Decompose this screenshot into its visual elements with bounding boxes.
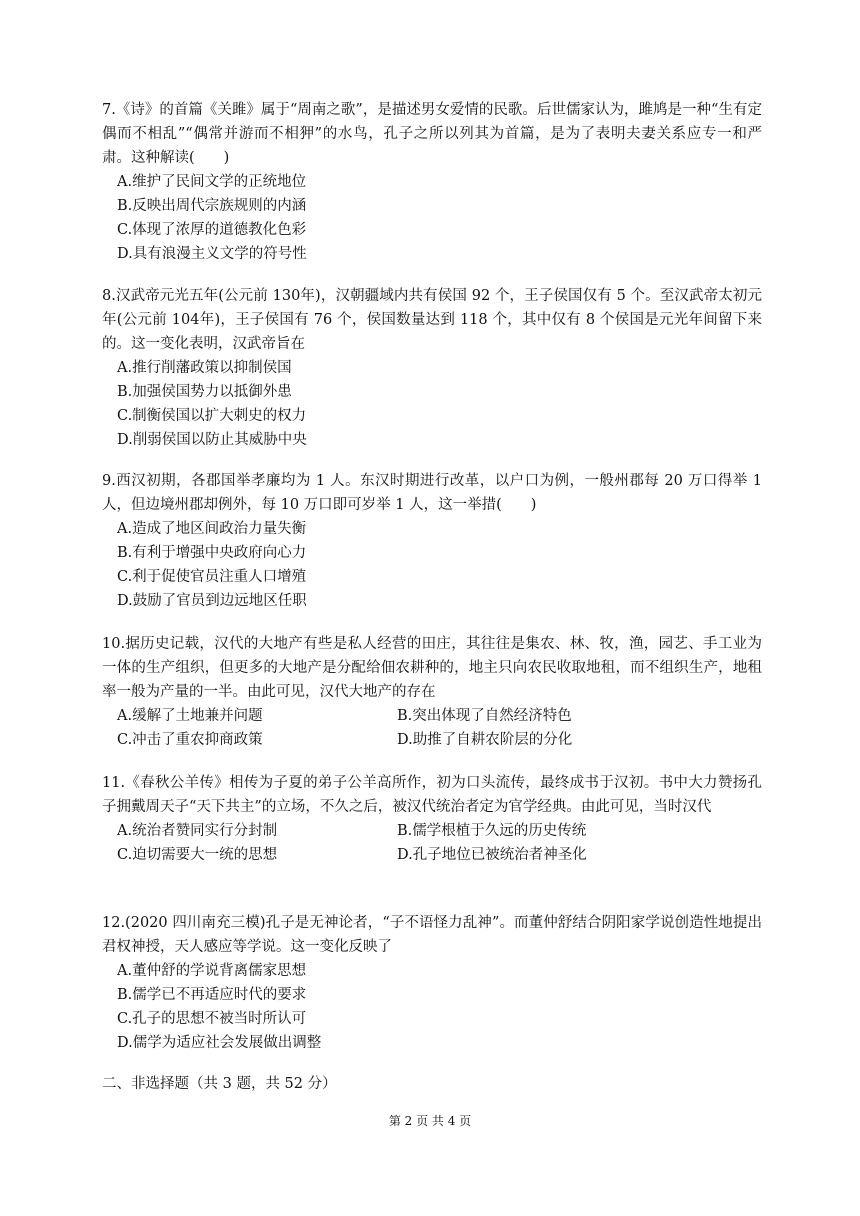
question-stem: 12.(2020 四川南充三模)孔子是无神论者，“子不语怪力乱神”。而董仲舒结合阴阳家学说创造性地提出君权神授，天人感应等学说。这一变化反映了 <box>102 915 762 955</box>
question-stem: 9.西汉初期，各郡国举孝廉均为 1 人。东汉时期进行改革，以户口为例，一般州郡每 20 万口得举 1 人，但边境州郡却例外，每 10 万口即可岁举 1 人，这一举措( ) <box>102 473 762 513</box>
option-a: A.推行削藩政策以抑制侯国 <box>117 360 292 376</box>
option-d: D.儒学为适应社会发展做出调整 <box>117 1035 322 1051</box>
question-stem: 11.《春秋公羊传》相传为子夏的弟子公羊高所作，初为口头流传，最终成书于汉初。书中大力赞扬孔子拥戴周天子“天下共主”的立场，不久之后，被汉代统治者定为官学经典。由此可见，当时汉代 <box>102 775 762 815</box>
option-list <box>102 170 762 266</box>
option-d: D.具有浪漫主义文学的符号性 <box>117 246 307 262</box>
option-list <box>102 959 762 1055</box>
option-b: B.有利于增强中央政府向心力 <box>117 545 307 561</box>
question-stem: 7.《诗》的首篇《关雎》属于“周南之歌”，是描述男女爱情的民歌。后世儒家认为，雎鸠是一种“生有定偶而不相乱”“偶常并游而不相狎”的水鸟，孔子之所以列其为首篇，是为了表明夫妻关系应专一和严肃。这种解读( ) <box>102 102 762 166</box>
section-heading: 二、非选择题（共 3 题，共 52 分） <box>102 1076 337 1092</box>
option-list <box>102 704 762 752</box>
option-d: D.孔子地位已被统治者神圣化 <box>397 847 587 863</box>
question-10 <box>102 632 762 752</box>
option-a: A.缓解了土地兼并问题 <box>117 708 263 724</box>
option-a: A.统治者赞同实行分封制 <box>117 823 278 839</box>
option-a: A.董仲舒的学说背离儒家思想 <box>117 963 307 979</box>
question-8 <box>102 284 762 452</box>
option-c: C.体现了浓厚的道德教化色彩 <box>117 222 307 238</box>
option-d: D.削弱侯国以防止其威胁中央 <box>117 432 307 448</box>
option-c: C.利于促使官员注重人口增殖 <box>117 569 307 585</box>
option-list <box>102 819 762 867</box>
option-a: A.造成了地区间政治力量失衡 <box>117 521 307 537</box>
option-c: C.制衡侯国以扩大刺史的权力 <box>117 408 307 424</box>
option-row <box>117 704 762 728</box>
question-11 <box>102 771 762 867</box>
option-c: C.孔子的思想不被当时所认可 <box>117 1011 307 1027</box>
option-row <box>117 843 762 867</box>
option-c: C.冲击了重农抑商政策 <box>117 732 263 748</box>
option-b: B.儒学根植于久远的历史传统 <box>397 823 587 839</box>
question-stem: 10.据历史记载，汉代的大地产有些是私人经营的田庄，其往往是集农、林、牧，渔，园艺、手工业为一体的生产组织，但更多的大地产是分配给佃农耕种的，地主只向农民收取地租，而不组织生产，地租率一般为产量的一半。由此可见，汉代大地产的存在 <box>102 636 762 700</box>
option-c: C.迫切需要大一统的思想 <box>117 847 278 863</box>
option-list <box>102 356 762 452</box>
option-d: D.助推了自耕农阶层的分化 <box>397 732 573 748</box>
option-b: B.突出体现了自然经济特色 <box>397 708 572 724</box>
option-a: A.维护了民间文学的正统地位 <box>117 174 307 190</box>
option-list <box>102 517 762 613</box>
option-row <box>117 728 762 752</box>
option-b: B.反映出周代宗族规则的内涵 <box>117 198 307 214</box>
question-12 <box>102 911 762 1055</box>
question-stem: 8.汉武帝元光五年(公元前 130年)，汉朝疆域内共有侯国 92 个，王子侯国仅有 5 个。至汉武帝太初元年(公元前 104年)，王子侯国有 76 个，侯国数量达到 118 个，其中仅有 8 个侯国是元光年间留下来的。这一变化表明，汉武帝旨在 <box>102 288 762 352</box>
option-d: D.鼓励了官员到边远地区任职 <box>117 593 307 609</box>
option-row <box>117 819 762 843</box>
question-7 <box>102 98 762 266</box>
question-9 <box>102 469 762 613</box>
option-b: B.加强侯国势力以抵御外患 <box>117 384 292 400</box>
option-b: B.儒学已不再适应时代的要求 <box>117 987 307 1003</box>
page-footer: 第 2 页 共 4 页 <box>388 1114 472 1128</box>
